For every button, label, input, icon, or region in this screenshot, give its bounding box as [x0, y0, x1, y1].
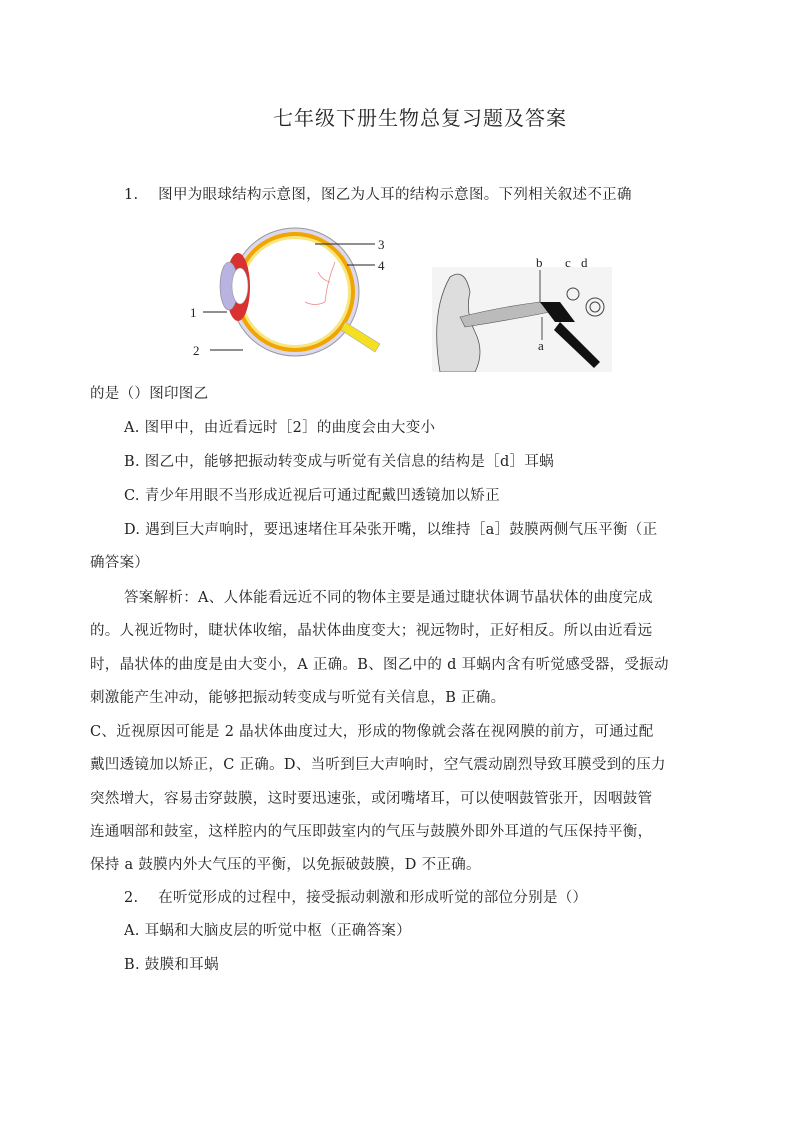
analysis-line: 突然增大，容易击穿鼓膜，这时要迅速张，或闭嘴堵耳，可以使咽鼓管张开，因咽鼓管 — [90, 791, 653, 807]
document-title: 七年级下册生物总复习题及答案 — [273, 106, 567, 130]
question-1-stem: 1. 图甲为眼球结构示意图，图乙为人耳的结构示意图。下列相关叙述不正确 — [124, 187, 632, 203]
analysis-line: 的。人视近物时，睫状体收缩，晶状体曲度变大；视远物时，正好相反。所以由近看远 — [90, 623, 653, 639]
eye-label-1: 1 — [190, 305, 197, 320]
eye-label-3: 3 — [378, 237, 385, 252]
question-2-option-a: A. 耳蜗和大脑皮层的听觉中枢（正确答案） — [124, 923, 411, 939]
question-1-option-b: B. 图乙中，能够把振动转变成与听觉有关信息的结构是［d］耳蜗 — [124, 454, 554, 470]
analysis-line: 时，晶状体的曲度是由大变小，A 正确。B、图乙中的 d 耳蜗内含有听觉感受器，受振动 — [90, 657, 669, 673]
question-1-option-a: A. 图甲中，由近看远时［2］的曲度会由大变小 — [124, 420, 436, 436]
eye-and-ear-diagram — [185, 222, 625, 372]
question-2-stem: 2. 在听觉形成的过程中，接受振动刺激和形成听觉的部位分别是（） — [124, 890, 588, 906]
analysis-line: 连通咽部和鼓室，这样腔内的气压即鼓室内的气压与鼓膜外即外耳道的气压保持平衡， — [90, 824, 653, 840]
question-1-option-d-cont: 确答案） — [90, 555, 150, 571]
analysis-line: 答案解析：A、人体能看远近不同的物体主要是通过睫状体调节晶状体的曲度完成 — [124, 590, 653, 606]
ear-label-c: c — [565, 255, 571, 270]
ear-label-a: a — [538, 338, 544, 353]
eye-label-2: 2 — [193, 343, 200, 358]
analysis-line: 戴凹透镜加以矫正，C 正确。D、当听到巨大声响时，空气震动剧烈导致耳膜受到的压力 — [90, 757, 666, 773]
eye-diagram — [190, 228, 385, 358]
eye-label-4: 4 — [378, 258, 385, 273]
question-1-figure — [185, 222, 625, 376]
question-1-option-c: C. 青少年用眼不当形成近视后可通过配戴凹透镜加以矫正 — [124, 488, 500, 504]
analysis-line: 保持 a 鼓膜内外大气压的平衡，以免振破鼓膜，D 不正确。 — [90, 857, 481, 873]
question-1-option-d: D. 遇到巨大声响时，要迅速堵住耳朵张开嘴，以维持［a］鼓膜两侧气压平衡（正 — [124, 522, 658, 538]
question-2-option-b: B. 鼓膜和耳蜗 — [124, 957, 219, 973]
question-1-stem-cont: 的是（）图印图乙 — [90, 386, 209, 402]
analysis-line: C、近视原因可能是 2 晶状体曲度过大，形成的物像就会落在视网膜的前方，可通过配 — [90, 724, 654, 740]
analysis-line: 刺激能产生冲动，能够把振动转变成与听觉有关信息，B 正确。 — [90, 690, 506, 706]
ear-label-b: b — [536, 255, 543, 270]
ear-label-d: d — [581, 255, 588, 270]
ear-diagram — [432, 255, 612, 372]
